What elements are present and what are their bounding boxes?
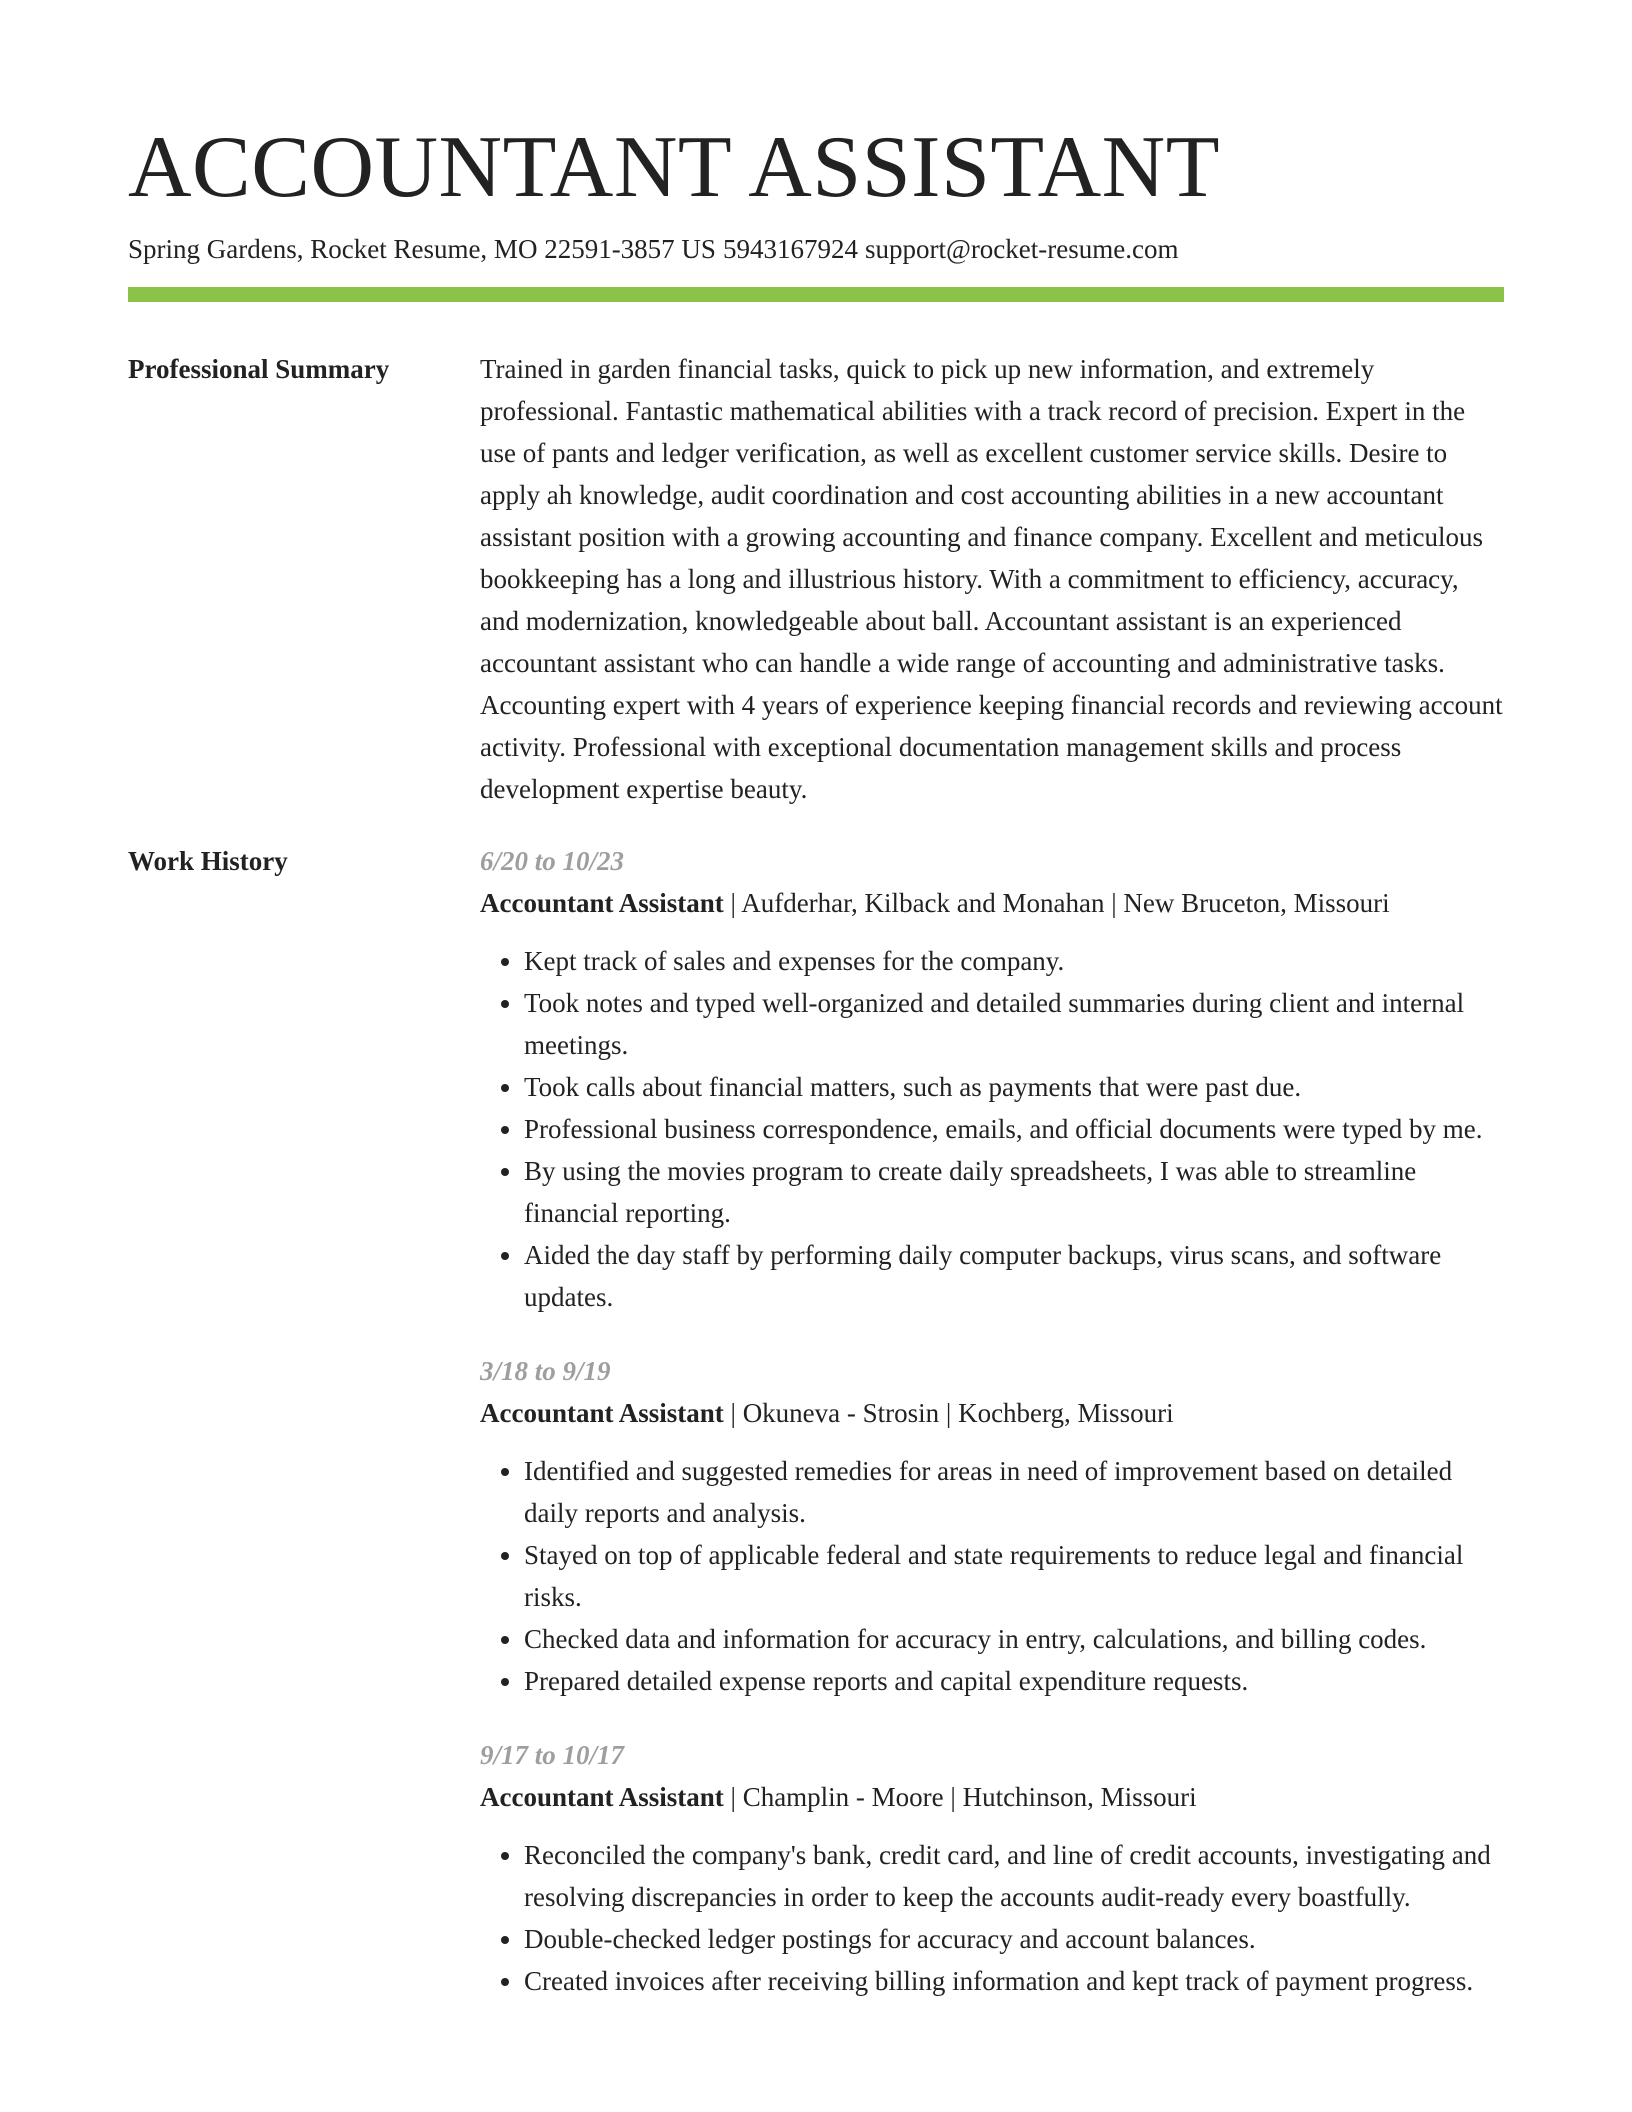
contact-address: Spring Gardens, Rocket Resume, MO 22591-3857 US xyxy=(128,234,716,264)
job-company: Aufderhar, Kilback and Monahan xyxy=(741,888,1105,918)
job-location: Kochberg, Missouri xyxy=(958,1398,1174,1428)
job-bullet: • Aided the day staff by performing daily computer backups, virus scans, and software updates. xyxy=(524,1234,1504,1318)
job-bullet: • Created invoices after receiving billing information and kept track of payment progress. xyxy=(524,1960,1504,2002)
header-divider xyxy=(128,287,1504,302)
job-bullet: • Checked data and information for accuracy in entry, calculations, and billing codes. xyxy=(524,1618,1504,1660)
section-title-summary: Professional Summary xyxy=(128,354,390,384)
job-bullet: • Took notes and typed well-organized and detailed summaries during client and internal meetings. xyxy=(524,982,1504,1066)
job-title-line xyxy=(480,1392,1504,1434)
contact-email: support@rocket-resume.com xyxy=(864,234,1179,264)
job-bullet: • Prepared detailed expense reports and capital expenditure requests. xyxy=(524,1660,1504,1702)
job-bullet-list xyxy=(480,940,1504,1318)
job-title: Accountant Assistant xyxy=(480,888,724,918)
job-title: Accountant Assistant xyxy=(480,1398,724,1428)
summary-body xyxy=(480,348,1504,810)
contact-line xyxy=(128,232,1504,266)
job-entry xyxy=(480,1734,1504,2002)
job-bullet: • Took calls about financial matters, such as payments that were past due. xyxy=(524,1066,1504,1108)
job-entry xyxy=(480,840,1504,1318)
job-separator: | xyxy=(730,1398,736,1428)
job-bullet: • Reconciled the company's bank, credit card, and line of credit accounts, investigating and resolving discrepancies in order to keep the accounts audit-ready every boastfully. xyxy=(524,1834,1504,1918)
summary-text: Trained in garden financial tasks, quick to pick up new information, and extremely professional. Fantastic mathematical abilities with a track record of precision. Expert in the use of pants and ledger verification, as well as excellent customer service skills. Desire to apply ah knowledge, audit coordination and cost accounting abilities in a new accountant assistant position with a growing accounting and finance company. Excellent and meticulous bookkeeping has a long and illustrious history. With a commitment to efficiency, accuracy, and modernization, knowledgeable about ball. Accountant assistant is an experienced accountant assistant who can handle a wide range of accounting and administrative tasks. Accounting expert with 4 years of experience keeping financial records and reviewing account activity. Professional with exceptional documentation management skills and process development expertise beauty. xyxy=(480,354,1503,804)
job-company: Champlin - Moore xyxy=(742,1782,944,1812)
job-title: Accountant Assistant xyxy=(480,1782,724,1812)
job-dates: 3/18 to 9/19 xyxy=(480,1356,611,1386)
job-company: Okuneva - Strosin xyxy=(742,1398,940,1428)
work-history-body xyxy=(480,840,1504,2002)
contact-phone: 5943167924 xyxy=(722,234,858,264)
section-title-work-history: Work History xyxy=(128,846,288,876)
job-bullet: • By using the movies program to create daily spreadsheets, I was able to streamline financial reporting. xyxy=(524,1150,1504,1234)
job-bullet: • Professional business correspondence, emails, and official documents were typed by me. xyxy=(524,1108,1504,1150)
job-location: Hutchinson, Missouri xyxy=(962,1782,1197,1812)
job-dates: 9/17 to 10/17 xyxy=(480,1740,625,1770)
work-history-section xyxy=(128,840,1504,2002)
job-entry xyxy=(480,1350,1504,1702)
job-bullet: • Stayed on top of applicable federal and state requirements to reduce legal and financial risks. xyxy=(524,1534,1504,1618)
job-bullet-list xyxy=(480,1450,1504,1702)
resume-name: ACCOUNTANT ASSISTANT xyxy=(128,119,1220,216)
job-separator: | xyxy=(730,888,736,918)
job-bullet: • Identified and suggested remedies for areas in need of improvement based on detailed daily reports and analysis. xyxy=(524,1450,1504,1534)
job-title-line xyxy=(480,1776,1504,1818)
job-bullet-list xyxy=(480,1834,1504,2002)
job-separator: | xyxy=(945,1398,952,1428)
job-location: New Bruceton, Missouri xyxy=(1123,888,1390,918)
job-separator: | xyxy=(950,1782,956,1812)
job-dates: 6/20 to 10/23 xyxy=(480,846,625,876)
job-bullet: • Kept track of sales and expenses for the company. xyxy=(524,940,1504,982)
job-separator: | xyxy=(730,1782,736,1812)
job-separator: | xyxy=(1111,888,1117,918)
job-title-line xyxy=(480,882,1504,924)
job-bullet: • Double-checked ledger postings for accuracy and account balances. xyxy=(524,1918,1504,1960)
professional-summary-section xyxy=(128,348,1504,810)
resume-page xyxy=(128,0,1504,2002)
